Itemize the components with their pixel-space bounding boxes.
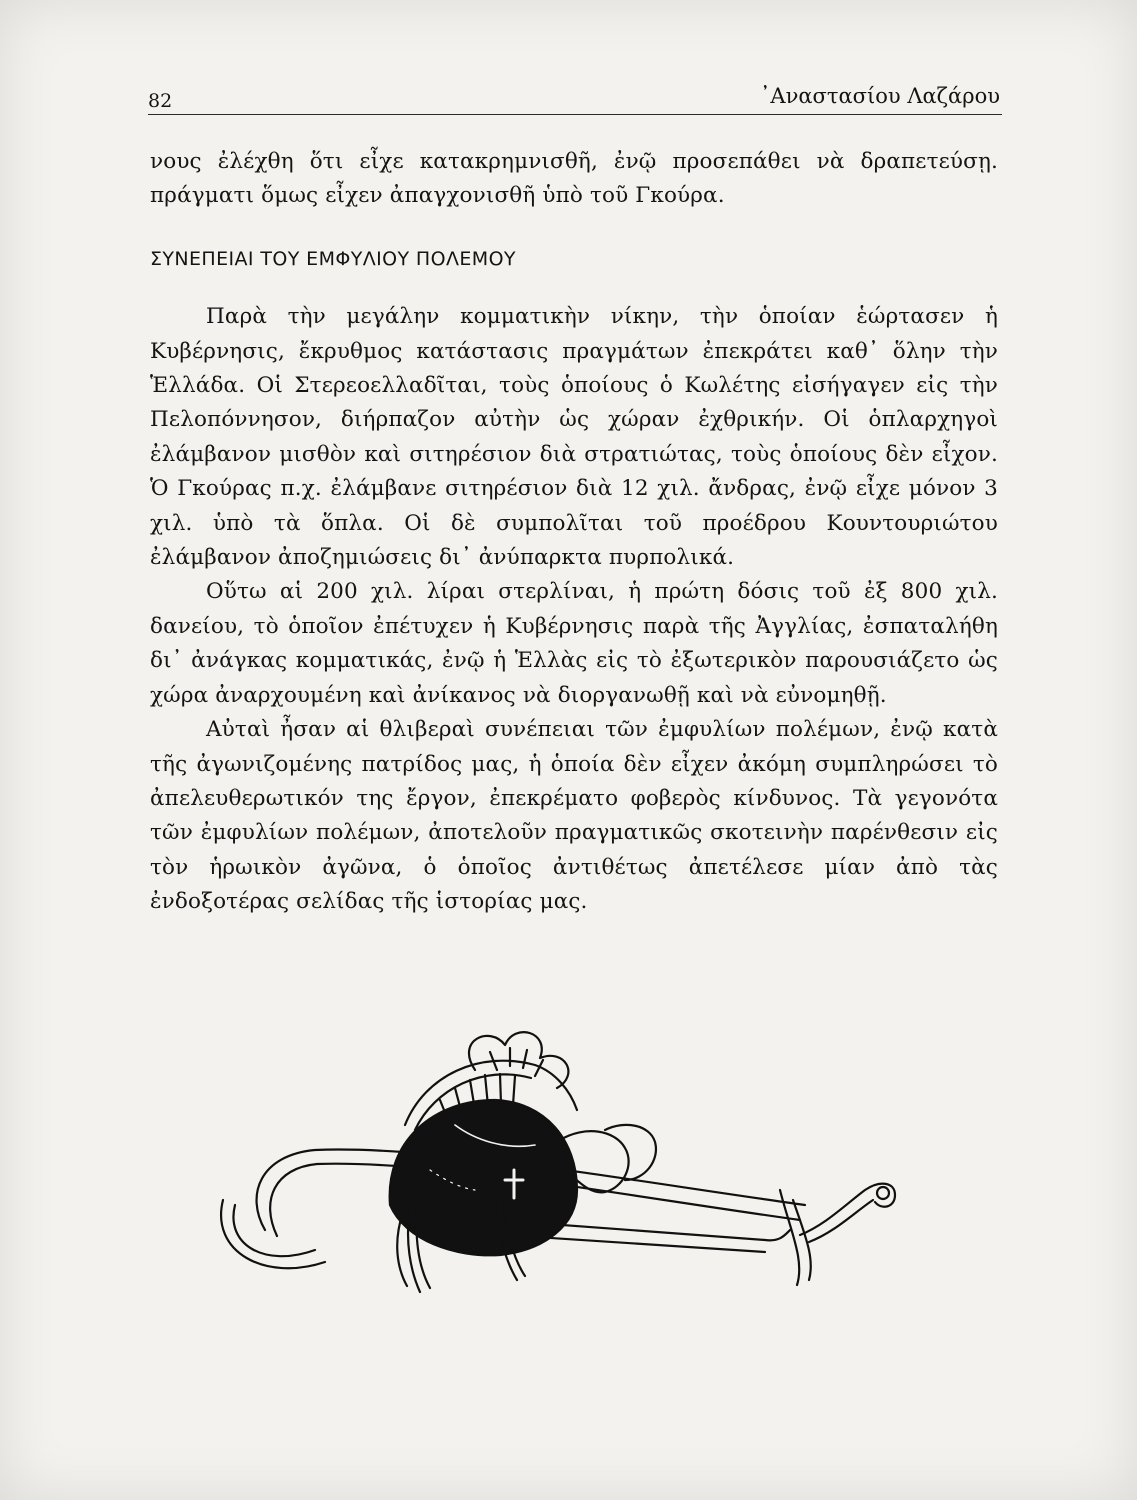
section-heading: ΣΥΝΕΠΕΙΑΙ ΤΟΥ ΕΜΦΥΛΙΟΥ ΠΟΛΕΜΟΥ <box>150 247 516 270</box>
paragraph: Αὐταὶ ἦσαν αἱ θλιβεραὶ συνέπειαι τῶν ἐμφυλίων πολέμων, ἐνῷ κατὰ τῆς ἀγωνιζομένης πατρίδος μας, ἡ ὁποία δὲν εἶχεν ἀκόμη συμπληρώσει τὸ ἀπελευθερωτικόν της ἔργον, ἐπεκρέματο φοβερὸς κίνδυνος. Τὰ γεγονότα τῶν ἐμφυλίων πολέμων, ἀποτελοῦν πραγματικῶς σκοτεινὴν παρένθεσιν εἰς τὸν ἡρωικὸν ἀγῶνα, ὁ ὁποῖος ἀντιθέτως ἀπετέλεσε μίαν ἀπὸ τὰς ἐνδοξοτέρας σελίδας τῆς ἱστορίας μας. <box>150 717 998 915</box>
helmet-and-sabre-illustration <box>205 1030 925 1310</box>
page-number: 82 <box>148 90 173 112</box>
paragraph: Παρὰ τὴν μεγάλην κομματικὴν νίκην, τὴν ὁποίαν ἑώρτασεν ἡ Κυβέρνησις, ἔκρυθμος κατάστασις πραγμάτων ἐπεκράτει καθ᾽ ὅλην τὴν Ἑλλάδα. Οἱ Στερεοελλαδῖται, τοὺς ὁποίους ὁ Κωλέτης εἰσήγαγεν εἰς τὴν Πελοπόννησον, διήρπαζον αὐτὴν ὡς χώραν ἐχθρικήν. Οἱ ὁπλαρχηγοὶ ἐλάμβανον μισθὸν καὶ σιτηρέσιον διὰ στρατιώτας, τοὺς ὁποίους δὲν εἶχον. Ὁ Γκούρας π.χ. ἐλάμβανε σιτηρέσιον διὰ 12 χιλ. ἄνδρας, ἐνῷ εἶχε μόνον 3 χιλ. ὑπὸ τὰ ὅπλα. Οἱ δὲ συμπολῖται τοῦ προέδρου Κουντουριώτου ἐλάμβανον ἀποζημιώσεις δι᾽ ἀνύπαρκτα πυρπολικά. <box>150 304 998 571</box>
plume <box>469 1032 568 1088</box>
running-head <box>148 84 1000 114</box>
paragraph-continued: νους ἐλέχθη ὅτι εἶχε κατακρημνισθῆ, ἐνῷ προσεπάθει νὰ δραπετεύσῃ. πράγματι ὅμως εἶχεν ἀπαγχονισθῆ ὑπὸ τοῦ Γκούρα. <box>150 149 998 209</box>
paragraph: Οὕτω αἱ 200 χιλ. λίραι στερλίναι, ἡ πρώτη δόσις τοῦ ἐξ 800 χιλ. δανείου, τὸ ὁποῖον ἐπέτυχεν ἡ Κυβέρνησις παρὰ τῆς Ἀγγλίας, ἐσπαταλήθη δι᾽ ἀνάγκας κομματικάς, ἐνῷ ἡ Ἑλλὰς εἰς τὸ ἐξωτερικὸν παρουσιάζετο ὡς χώρα ἀναρχουμένη καὶ ἀνίκανος νὰ διοργανωθῇ καὶ νὰ εὐνομηθῇ. <box>150 579 998 708</box>
body-text <box>150 145 998 920</box>
running-head-author: ᾿Αναστασίου Λαζάρου <box>759 84 1000 108</box>
header-rule <box>148 114 1002 115</box>
